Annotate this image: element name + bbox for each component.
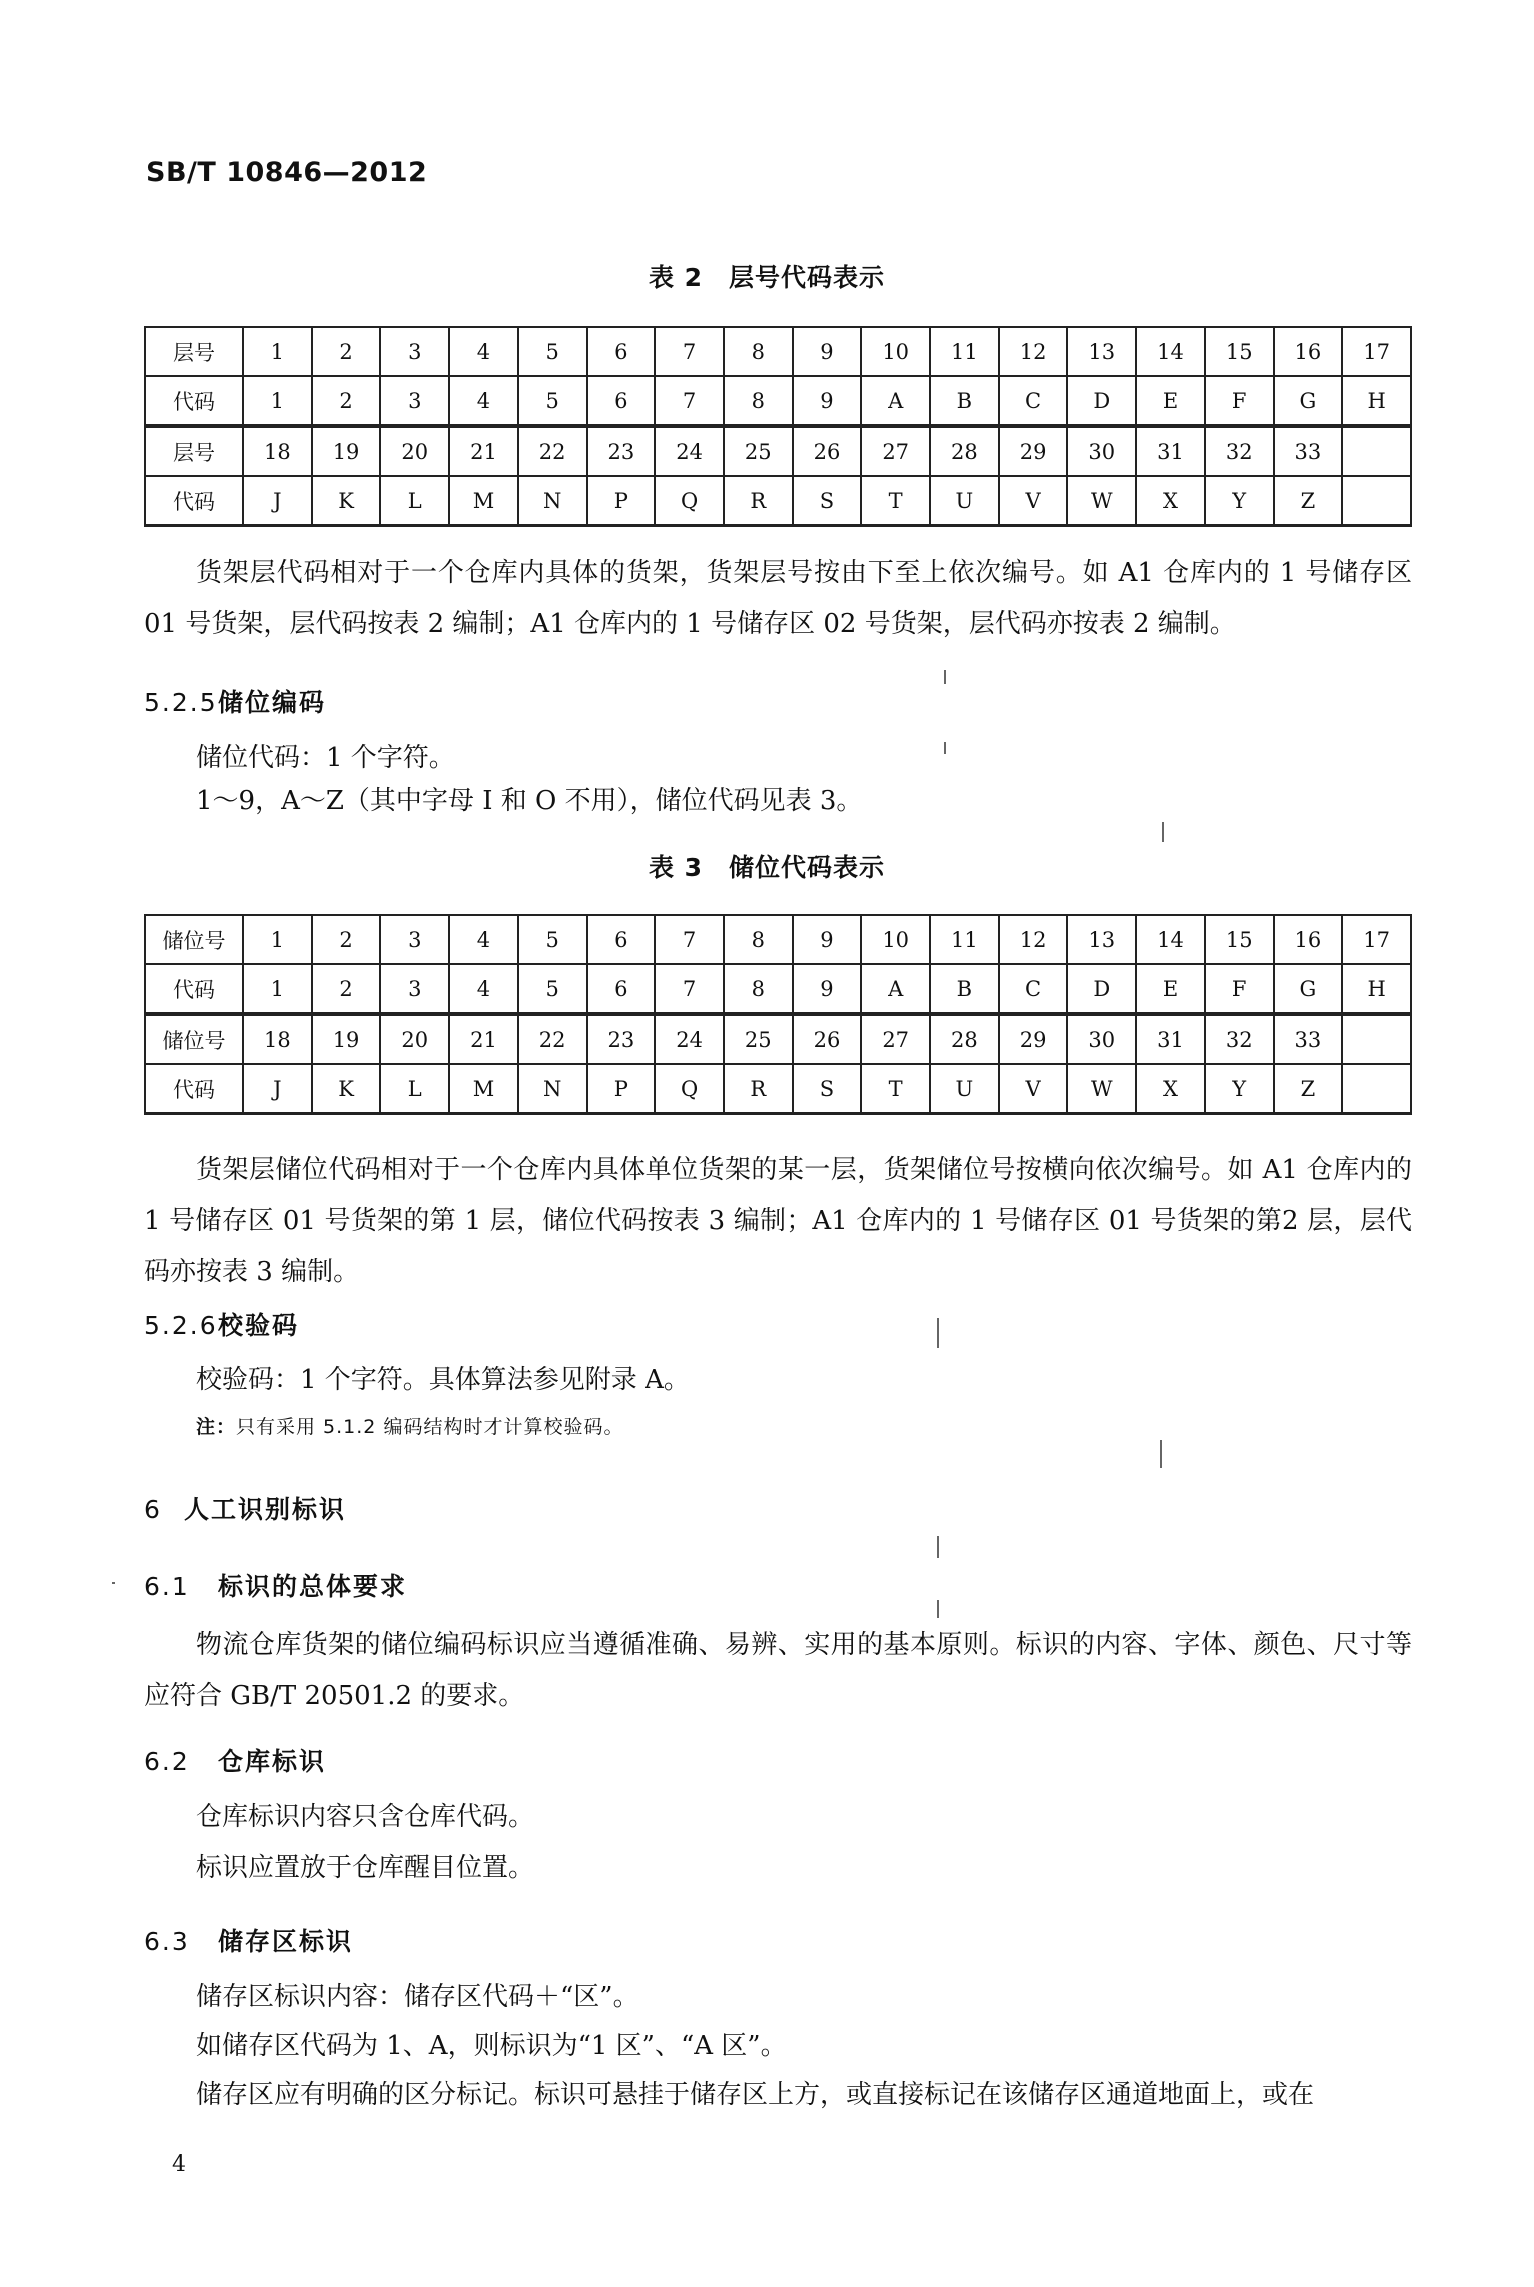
- section-title: 标识的总体要求: [218, 1572, 408, 1601]
- section-6-3-line3: 储存区应有明确的区分标记。标识可悬挂于储存区上方，或直接标记在该储存区通道地面上，或在: [196, 2080, 1315, 2110]
- table2-layer-codes: [144, 326, 1412, 527]
- table-cell: 7: [655, 915, 724, 964]
- section-6-heading: [144, 1490, 346, 1526]
- table-cell: E: [1136, 376, 1205, 426]
- table-cell: 2: [312, 915, 381, 964]
- table-row: [145, 426, 1411, 476]
- table-cell: K: [312, 476, 381, 526]
- table-cell: 4: [449, 915, 518, 964]
- section-5-2-5-line2: 1～9，A～Z（其中字母 I 和 O 不用），储位代码见表 3。: [196, 786, 863, 816]
- section-title: 仓库标识: [218, 1747, 327, 1776]
- table-cell: 4: [449, 376, 518, 426]
- table-cell: 2: [312, 327, 381, 376]
- section-6-3-line1: 储存区标识内容：储存区代码＋“区”。: [196, 1982, 639, 2012]
- table-cell: V: [999, 1064, 1068, 1114]
- table-cell: A: [861, 964, 930, 1014]
- table-cell: 5: [518, 964, 587, 1014]
- table-cell: D: [1067, 376, 1136, 426]
- row-header-cell: 代码: [145, 1064, 243, 1114]
- section-5-2-6-note: [196, 1412, 623, 1439]
- table-cell: Y: [1205, 1064, 1274, 1114]
- table-cell: P: [587, 1064, 656, 1114]
- table-cell: 2: [312, 376, 381, 426]
- table-cell: 14: [1136, 327, 1205, 376]
- table-cell: 8: [724, 915, 793, 964]
- table-cell: 10: [861, 915, 930, 964]
- table-cell: M: [449, 476, 518, 526]
- section-5-2-5-line1: 储位代码：1 个字符。: [196, 743, 455, 773]
- table-cell: 26: [793, 426, 862, 476]
- table-cell: 23: [587, 426, 656, 476]
- scan-artifact: [937, 1600, 939, 1618]
- table-cell: 12: [999, 915, 1068, 964]
- note-label: 注：: [196, 1416, 237, 1438]
- table-cell: J: [243, 1064, 312, 1114]
- table-cell: 6: [587, 327, 656, 376]
- table-cell: R: [724, 1064, 793, 1114]
- table-cell: 28: [930, 1014, 999, 1064]
- table-cell: [1342, 476, 1411, 526]
- table-cell: 15: [1205, 915, 1274, 964]
- table-cell: 20: [380, 426, 449, 476]
- scan-artifact: [937, 1536, 939, 1558]
- table-row: [145, 915, 1411, 964]
- section-title: 储存区标识: [218, 1927, 354, 1956]
- table-cell: N: [518, 1064, 587, 1114]
- section-5-2-6-heading: [144, 1306, 299, 1342]
- table-cell: G: [1274, 964, 1343, 1014]
- table-cell: M: [449, 1064, 518, 1114]
- table-cell: 5: [518, 376, 587, 426]
- section-6-3-heading: [144, 1922, 353, 1958]
- table-cell: 12: [999, 327, 1068, 376]
- page-number: 4: [172, 2152, 186, 2177]
- table-cell: X: [1136, 476, 1205, 526]
- table-cell: P: [587, 476, 656, 526]
- table-cell: 31: [1136, 1014, 1205, 1064]
- table-cell: 16: [1274, 915, 1343, 964]
- table-cell: 17: [1342, 915, 1411, 964]
- table-cell: 1: [243, 327, 312, 376]
- table3-body: [145, 915, 1411, 1114]
- table-cell: 6: [587, 376, 656, 426]
- note-text: 只有采用 5.1.2 编码结构时才计算校验码。: [236, 1416, 624, 1438]
- table-cell: 5: [518, 915, 587, 964]
- table-cell: 29: [999, 426, 1068, 476]
- table-cell: 24: [655, 426, 724, 476]
- scan-artifact: [1160, 1440, 1162, 1468]
- table-cell: G: [1274, 376, 1343, 426]
- table-cell: 30: [1067, 1014, 1136, 1064]
- table-cell: 11: [930, 327, 999, 376]
- section-5-2-5-heading: [144, 683, 326, 719]
- table-cell: 10: [861, 327, 930, 376]
- row-header-cell: 层号: [145, 327, 243, 376]
- table-cell: 4: [449, 327, 518, 376]
- table-row: [145, 1064, 1411, 1114]
- table-cell: Q: [655, 1064, 724, 1114]
- table-cell: Z: [1274, 476, 1343, 526]
- table-cell: 30: [1067, 426, 1136, 476]
- table-cell: 3: [380, 327, 449, 376]
- table-cell: B: [930, 376, 999, 426]
- section-6-2-line2: 标识应置放于仓库醒目位置。: [196, 1853, 535, 1883]
- table-cell: 19: [312, 1014, 381, 1064]
- section-6-1-paragraph: 物流仓库货架的储位编码标识应当遵循准确、易辨、实用的基本原则。标识的内容、字体、颜色、尺寸等应符合 GB/T 20501.2 的要求。: [144, 1630, 1412, 1711]
- section-number: 6.2: [144, 1747, 190, 1776]
- row-header-cell: 代码: [145, 964, 243, 1014]
- table-cell: 3: [380, 964, 449, 1014]
- section-6-3-line2: 如储存区代码为 1、A，则标识为“1 区”、“A 区”。: [196, 2031, 787, 2061]
- table-cell: Q: [655, 476, 724, 526]
- table-cell: 32: [1205, 1014, 1274, 1064]
- table-cell: 16: [1274, 327, 1343, 376]
- section-title: 校验码: [218, 1311, 300, 1340]
- row-header-cell: 代码: [145, 376, 243, 426]
- row-header-cell: 层号: [145, 426, 243, 476]
- table-cell: J: [243, 476, 312, 526]
- table-cell: 2: [312, 964, 381, 1014]
- table-cell: U: [930, 476, 999, 526]
- table-cell: 25: [724, 1014, 793, 1064]
- table-cell: 21: [449, 1014, 518, 1064]
- table-cell: 4: [449, 964, 518, 1014]
- table2-caption: 表 2 层号代码表示: [648, 263, 886, 292]
- table-cell: 9: [793, 915, 862, 964]
- table-cell: [1342, 1014, 1411, 1064]
- table3-caption: 表 3 储位代码表示: [648, 853, 886, 882]
- table-row: [145, 476, 1411, 526]
- table-cell: C: [999, 376, 1068, 426]
- table-cell: 14: [1136, 915, 1205, 964]
- table-cell: H: [1342, 376, 1411, 426]
- paragraph-slot-codes: 货架层储位代码相对于一个仓库内具体单位货架的某一层，货架储位号按横向依次编号。如 A1 仓库内的 1 号储存区 01 号货架的第 1 层，储位代码按表 3 编制；A1 仓库内的 1 号储存区 01 号货架的第2 层，层代码亦按表 3 编制。: [144, 1155, 1412, 1287]
- table-cell: D: [1067, 964, 1136, 1014]
- table-cell: E: [1136, 964, 1205, 1014]
- table-cell: 33: [1274, 426, 1343, 476]
- scan-artifact: [1162, 822, 1164, 842]
- table-cell: 9: [793, 327, 862, 376]
- table-cell: T: [861, 476, 930, 526]
- row-header-cell: 储位号: [145, 915, 243, 964]
- table3-slot-codes: [144, 914, 1412, 1115]
- table-cell: [1342, 1064, 1411, 1114]
- table-cell: 20: [380, 1014, 449, 1064]
- table2-body: [145, 327, 1411, 526]
- table-cell: S: [793, 1064, 862, 1114]
- table-cell: 22: [518, 426, 587, 476]
- section-number: 6.1: [144, 1572, 190, 1601]
- table-cell: 11: [930, 915, 999, 964]
- table-cell: 22: [518, 1014, 587, 1064]
- section-title: 人工识别标识: [184, 1495, 347, 1524]
- table-cell: V: [999, 476, 1068, 526]
- table-cell: 7: [655, 376, 724, 426]
- section-5-2-6-line1: 校验码：1 个字符。具体算法参见附录 A。: [196, 1365, 690, 1395]
- table-cell: H: [1342, 964, 1411, 1014]
- table-cell: Z: [1274, 1064, 1343, 1114]
- section-number: 6: [144, 1495, 162, 1524]
- table-cell: 6: [587, 915, 656, 964]
- table-cell: C: [999, 964, 1068, 1014]
- section-6-1-heading: [144, 1567, 407, 1603]
- table-cell: 32: [1205, 426, 1274, 476]
- table-cell: 1: [243, 964, 312, 1014]
- table-cell: 13: [1067, 915, 1136, 964]
- table-cell: F: [1205, 964, 1274, 1014]
- section-title: 储位编码: [218, 688, 327, 717]
- table-cell: 18: [243, 1014, 312, 1064]
- table-cell: R: [724, 476, 793, 526]
- table-cell: 26: [793, 1014, 862, 1064]
- table-cell: U: [930, 1064, 999, 1114]
- table-cell: 5: [518, 327, 587, 376]
- standard-id: SB/T 10846—2012: [146, 157, 428, 188]
- table-cell: 18: [243, 426, 312, 476]
- scan-artifact: [112, 1582, 115, 1584]
- row-header-cell: 储位号: [145, 1014, 243, 1064]
- table-cell: 8: [724, 964, 793, 1014]
- scan-artifact: [944, 742, 946, 754]
- section-number: 5.2.6: [144, 1311, 218, 1340]
- table-cell: [1342, 426, 1411, 476]
- table-cell: A: [861, 376, 930, 426]
- section-number: 5.2.5: [144, 688, 218, 717]
- row-header-cell: 代码: [145, 476, 243, 526]
- table-cell: 7: [655, 327, 724, 376]
- table-cell: 9: [793, 964, 862, 1014]
- table-cell: 6: [587, 964, 656, 1014]
- table-cell: 33: [1274, 1014, 1343, 1064]
- table-cell: Y: [1205, 476, 1274, 526]
- table-cell: K: [312, 1064, 381, 1114]
- scan-artifact: [937, 1318, 939, 1348]
- table-cell: S: [793, 476, 862, 526]
- paragraph-layer-codes: 货架层代码相对于一个仓库内具体的货架，货架层号按由下至上依次编号。如 A1 仓库内的 1 号储存区 01 号货架，层代码按表 2 编制；A1 仓库内的 1 号储存区 02 号货架，层代码亦按表 2 编制。: [144, 558, 1412, 639]
- table-cell: 21: [449, 426, 518, 476]
- table-cell: 25: [724, 426, 793, 476]
- table-cell: 31: [1136, 426, 1205, 476]
- section-6-2-line1: 仓库标识内容只含仓库代码。: [196, 1802, 535, 1832]
- table-cell: 27: [861, 426, 930, 476]
- table-cell: B: [930, 964, 999, 1014]
- table-cell: 9: [793, 376, 862, 426]
- table-cell: 17: [1342, 327, 1411, 376]
- table-cell: 24: [655, 1014, 724, 1064]
- table-cell: 28: [930, 426, 999, 476]
- table-cell: L: [380, 476, 449, 526]
- table-row: [145, 964, 1411, 1014]
- table-row: [145, 376, 1411, 426]
- scan-artifact: [944, 670, 946, 684]
- table-cell: 27: [861, 1014, 930, 1064]
- table-cell: 1: [243, 376, 312, 426]
- table-cell: 1: [243, 915, 312, 964]
- table-cell: F: [1205, 376, 1274, 426]
- table-cell: 29: [999, 1014, 1068, 1064]
- table-cell: 15: [1205, 327, 1274, 376]
- table-cell: X: [1136, 1064, 1205, 1114]
- table-cell: 8: [724, 327, 793, 376]
- table-cell: 13: [1067, 327, 1136, 376]
- table-cell: N: [518, 476, 587, 526]
- table-row: [145, 327, 1411, 376]
- section-6-2-heading: [144, 1742, 326, 1778]
- table-cell: W: [1067, 476, 1136, 526]
- table-cell: 7: [655, 964, 724, 1014]
- table-cell: T: [861, 1064, 930, 1114]
- section-number: 6.3: [144, 1927, 190, 1956]
- table-cell: W: [1067, 1064, 1136, 1114]
- table-cell: L: [380, 1064, 449, 1114]
- table-row: [145, 1014, 1411, 1064]
- table-cell: 3: [380, 376, 449, 426]
- table-cell: 19: [312, 426, 381, 476]
- table-cell: 8: [724, 376, 793, 426]
- table-cell: 23: [587, 1014, 656, 1064]
- table-cell: 3: [380, 915, 449, 964]
